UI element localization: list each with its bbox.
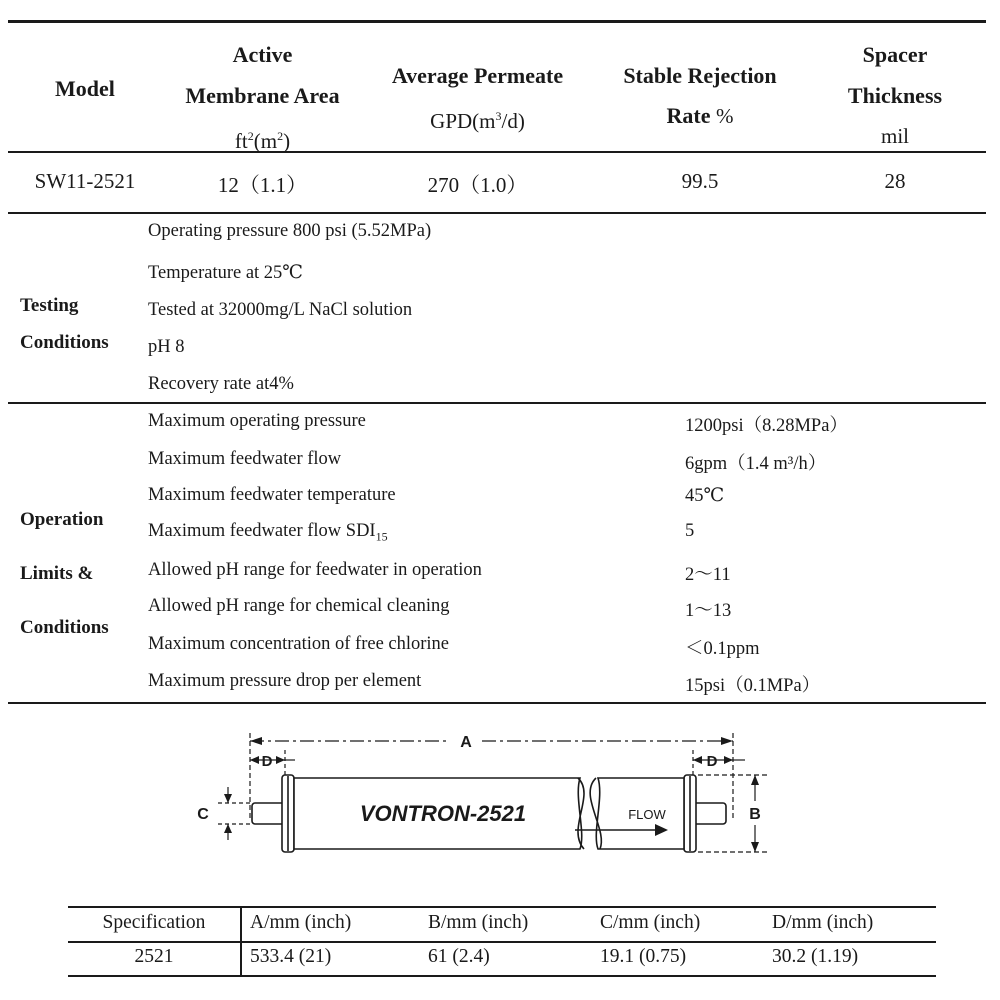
spec-cell-d: 30.2 (1.19): [772, 946, 859, 967]
spec-header-c: C/mm (inch): [600, 912, 701, 933]
spec-mid-rule: [68, 941, 936, 943]
testing-item-1: Operating pressure 800 psi (5.52MPa): [148, 221, 432, 241]
operation-label: [20, 493, 109, 655]
cell-area: 12（1.1）: [217, 173, 308, 197]
header-rejection-line1: Stable Rejection: [623, 63, 777, 88]
spec-header-d: D/mm (inch): [772, 912, 874, 933]
d-right-arrow: [724, 756, 733, 764]
header-area-line1: Active: [232, 42, 293, 67]
label-b: B: [749, 806, 761, 823]
op-value-5: 2～11: [685, 565, 731, 585]
spec-cell-model: 2521: [134, 946, 174, 967]
header-permeate-line1: Average Permeate: [391, 63, 564, 88]
operation-label-line1: Operation: [20, 509, 104, 530]
cell-spacer: 28: [884, 169, 906, 193]
op-name-4-text: Maximum feedwater flow SDI: [148, 521, 376, 541]
left-tube: [252, 803, 286, 824]
op-value-3: 45℃: [685, 486, 725, 506]
operation-rule: [8, 702, 986, 704]
testing-rule: [8, 402, 986, 404]
spec-bottom-rule: [68, 975, 936, 977]
b-arrow-bottom: [751, 842, 759, 852]
unit-ft-exp: 2: [247, 129, 254, 143]
spec-cell-a: 533.4 (21): [250, 946, 332, 967]
c-arrow-top: [224, 794, 232, 803]
cell-permeate: 270（1.0）: [427, 173, 528, 197]
dimension-d-right: [693, 750, 745, 775]
testing-label-line1: Testing: [20, 295, 79, 316]
membrane-dimension-diagram: [0, 725, 1000, 895]
header-spacer: [820, 34, 970, 157]
testing-item-5: Recovery rate at4%: [148, 374, 294, 394]
a-arrow-right: [721, 737, 733, 745]
op-name-6: Allowed pH range for chemical cleaning: [148, 596, 450, 616]
b-arrow-top: [751, 775, 759, 785]
header-area-unit: [160, 116, 365, 162]
label-a: A: [460, 734, 472, 751]
c-arrow-bottom: [224, 824, 232, 833]
header-spacer-unit: mil: [880, 124, 909, 148]
brand-label: VONTRON-2521: [359, 801, 527, 826]
permeate-unit-a: GPD(m: [430, 109, 496, 133]
op-value-2: 6gpm（1.4 m³/h）: [685, 454, 827, 474]
unit-ft: ft: [234, 129, 248, 153]
unit-m-exp: 2: [277, 129, 284, 143]
op-name-4: [148, 521, 388, 545]
spec-column-divider: [240, 907, 242, 976]
op-name-1: Maximum operating pressure: [148, 411, 366, 431]
op-name-8: Maximum pressure drop per element: [148, 671, 422, 691]
header-area-line2: Membrane Area: [185, 83, 340, 108]
testing-item-2: Temperature at 25℃: [148, 263, 304, 283]
d-left-arrow: [250, 756, 259, 764]
operation-label-line3: Conditions: [20, 617, 109, 638]
header-spacer-line1: Spacer: [862, 42, 928, 67]
header-membrane-area: [160, 34, 365, 162]
permeate-unit-exp: 3: [495, 109, 502, 123]
spec-top-rule: [68, 906, 936, 908]
header-spacer-line2: Thickness: [847, 83, 943, 108]
spec-cell-c: 19.1 (0.75): [600, 946, 687, 967]
spec-header-specification: Specification: [102, 912, 206, 933]
op-value-8: 15psi（0.1MPa）: [685, 676, 821, 696]
right-tube: [692, 803, 726, 824]
spec-header-a: A/mm (inch): [250, 912, 352, 933]
op-name-5: Allowed pH range for feedwater in operation: [148, 560, 482, 580]
operation-label-line2: Limits &: [20, 563, 94, 584]
label-c: C: [197, 806, 209, 823]
op-value-4: 5: [685, 521, 695, 541]
op-name-3: Maximum feedwater temperature: [148, 485, 396, 505]
header-rejection-line2: [600, 96, 800, 136]
label-d-left: D: [261, 753, 273, 770]
unit-close: ): [283, 129, 291, 153]
op-value-1: 1200psi（8.28MPa）: [685, 416, 848, 436]
op-value-7: ＜0.1ppm: [685, 639, 760, 659]
op-name-2: Maximum feedwater flow: [148, 449, 342, 469]
top-rule: [8, 20, 986, 23]
testing-label-line2: Conditions: [20, 332, 109, 353]
testing-item-4: pH 8: [148, 337, 185, 357]
header-rejection: [600, 56, 800, 136]
label-d-right: D: [706, 753, 718, 770]
op-value-6: 1～13: [685, 601, 732, 621]
dimension-d-left: [250, 750, 295, 775]
rejection-unit: %: [715, 104, 734, 128]
testing-item-3: Tested at 32000mg/L NaCl solution: [148, 300, 413, 320]
a-arrow-left: [250, 737, 262, 745]
dimension-c: [218, 787, 252, 840]
spec-cell-b: 61 (2.4): [428, 946, 490, 967]
op-name-7: Maximum concentration of free chlorine: [148, 634, 450, 654]
cell-model: SW11-2521: [34, 169, 136, 193]
rejection-rate: Rate: [666, 103, 711, 128]
permeate-unit-b: /d): [501, 109, 525, 133]
flow-label: FLOW: [628, 807, 666, 822]
row-rule: [8, 212, 986, 214]
header-permeate-unit: [370, 96, 585, 141]
d-right-arrow2: [693, 756, 702, 764]
d-left-arrow2: [276, 756, 285, 764]
header-model: Model: [55, 76, 115, 101]
spec-header-b: B/mm (inch): [428, 912, 529, 933]
op-name-4-sub: 15: [375, 529, 388, 544]
unit-m: (m: [253, 129, 278, 153]
header-permeate: [370, 56, 585, 141]
cell-rejection: 99.5: [681, 169, 719, 193]
testing-label: [20, 287, 109, 361]
